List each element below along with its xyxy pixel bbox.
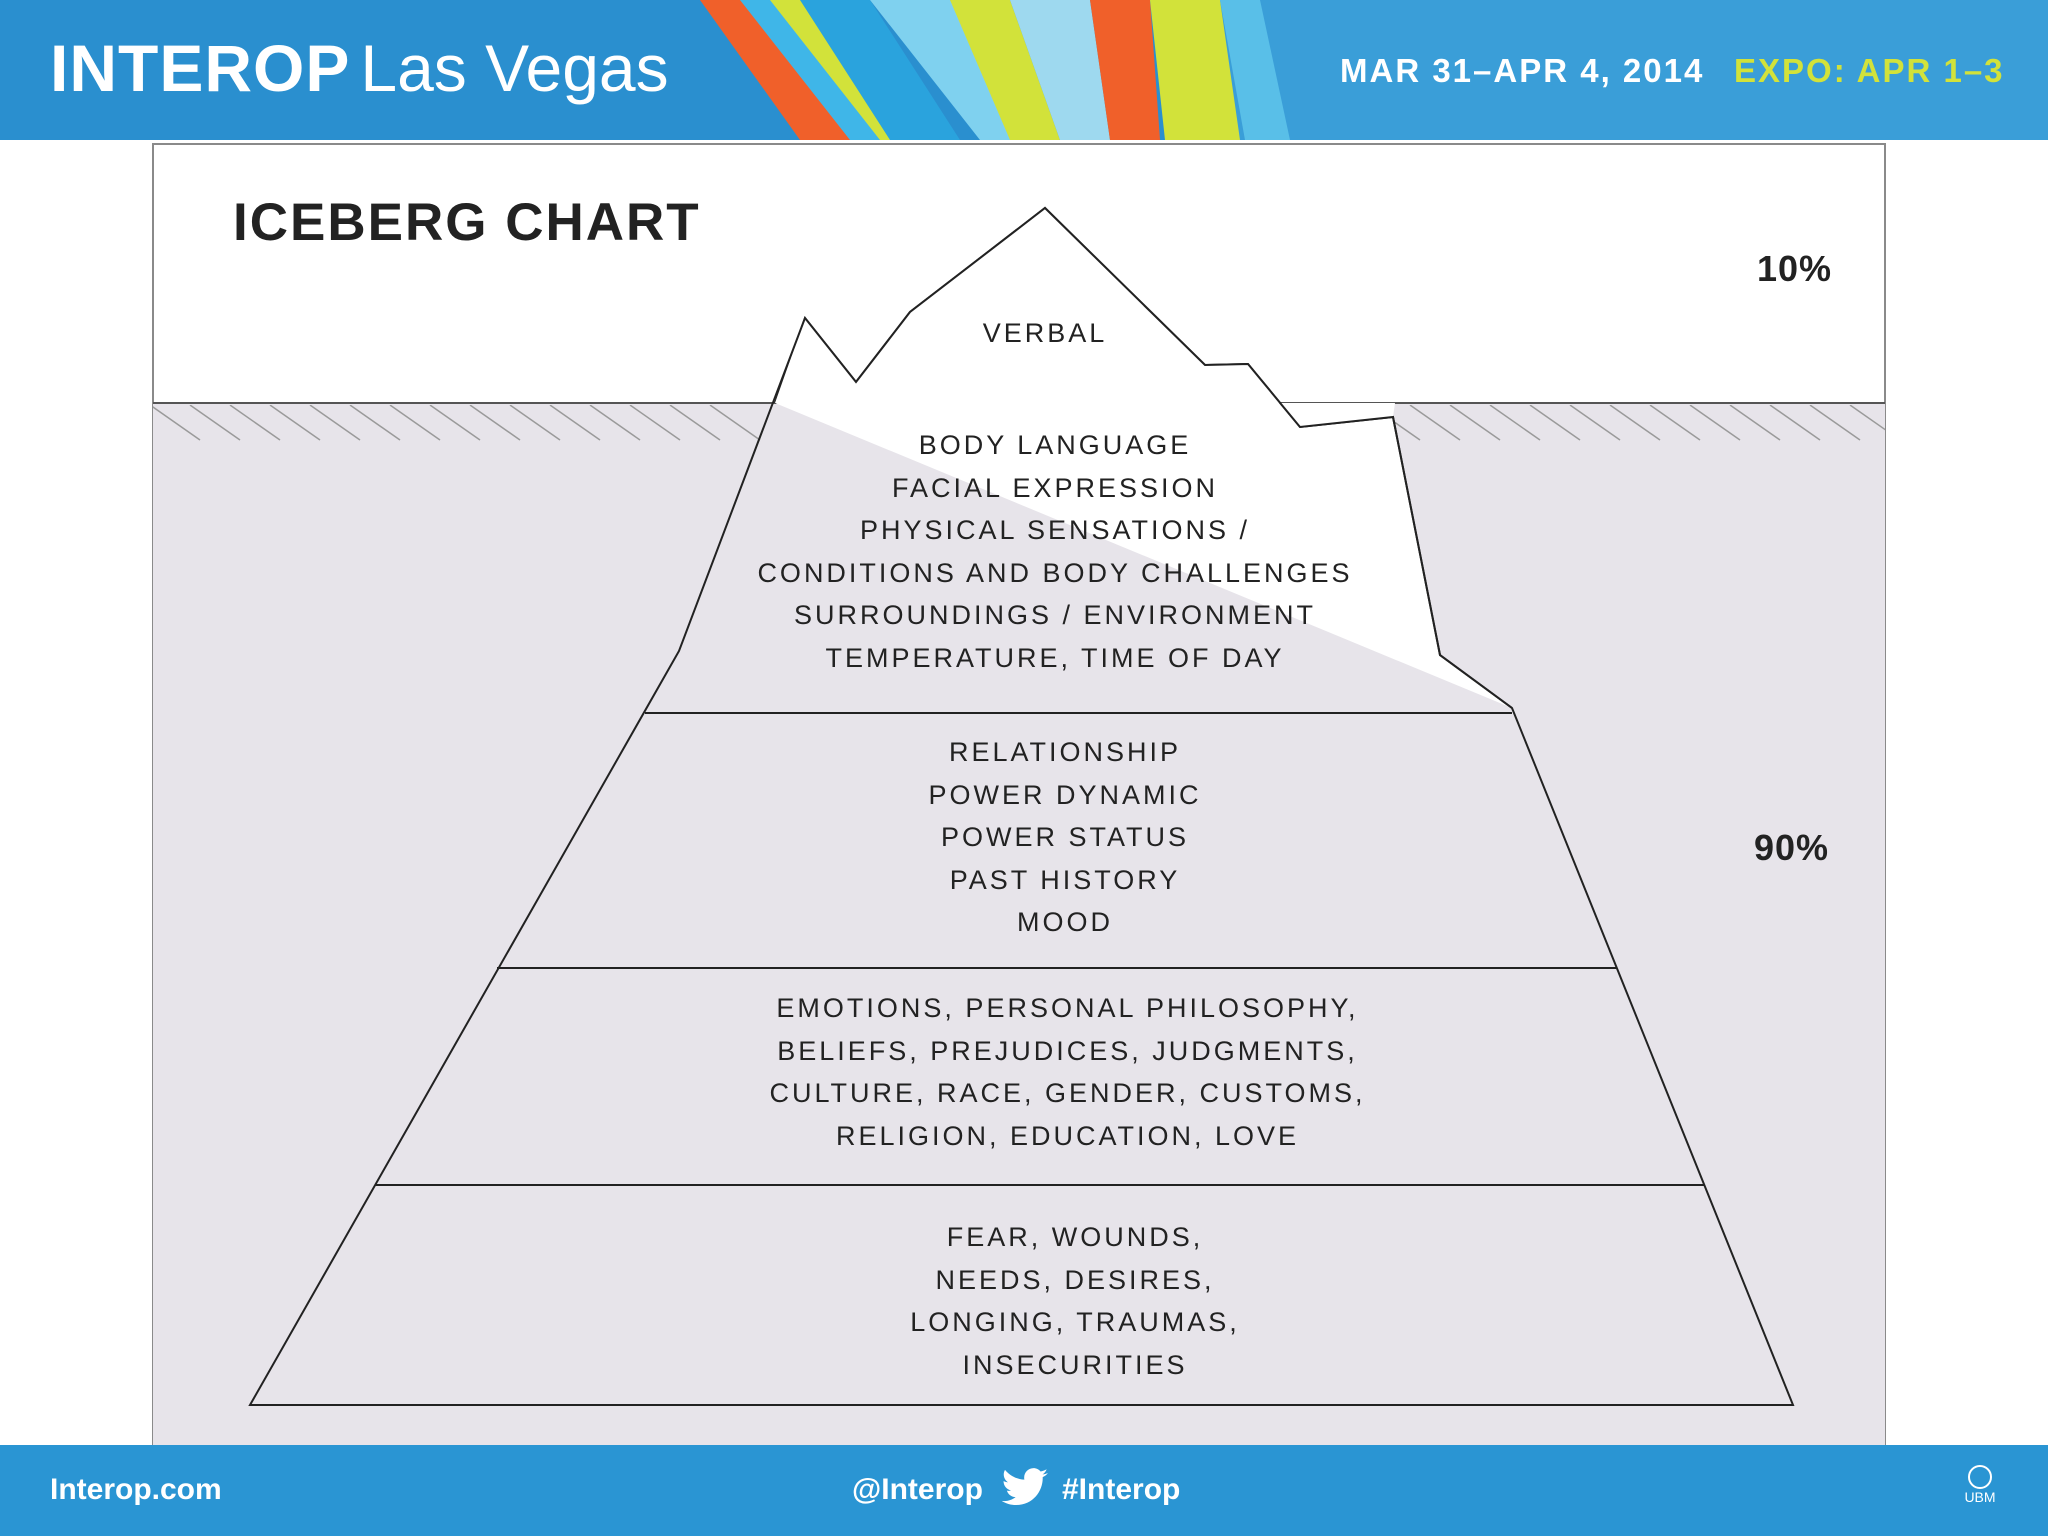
above-water-percent: 10% (1757, 248, 1833, 289)
layer-4-line: LONGING, TRAUMAS, (910, 1307, 1240, 1338)
layer-4-line: NEEDS, DESIRES, (935, 1264, 1215, 1295)
below-water-percent: 90% (1754, 827, 1830, 868)
brand-light: Las Vegas (360, 31, 669, 105)
event-dates: MAR 31–APR 4, 2014 (1340, 52, 1705, 89)
layer-3-line: CULTURE, RACE, GENDER, CUSTOMS, (769, 1078, 1366, 1109)
layer-1-text (700, 424, 1410, 680)
layer-3-line: EMOTIONS, PERSONAL PHILOSOPHY, (776, 993, 1359, 1023)
layer-4-text (835, 1216, 1315, 1386)
tip-label: VERBAL (982, 318, 1108, 348)
ubm-globe-icon (1968, 1465, 1992, 1489)
layer-1-line: FACIAL EXPRESSION (891, 472, 1219, 503)
layer-1-line: CONDITIONS AND BODY CHALLENGES (757, 557, 1353, 588)
layer-2-text (815, 731, 1315, 944)
twitter-hashtag[interactable]: #Interop (1062, 1473, 1181, 1506)
site-link[interactable]: Interop.com (50, 1473, 222, 1506)
layer-1-line: PHYSICAL SENSATIONS / (859, 515, 1251, 546)
ubm-logo-text: UBM (1964, 1489, 1996, 1505)
layer-4-line: FEAR, WOUNDS, (946, 1222, 1204, 1252)
layer-1-line: BODY LANGUAGE (918, 430, 1192, 460)
layer-2-line: POWER STATUS (940, 822, 1189, 853)
layer-2-line: POWER DYNAMIC (928, 779, 1202, 810)
chart-title: ICEBERG CHART (233, 193, 701, 252)
layer-2-line: MOOD (1017, 907, 1113, 938)
layer-3-text (700, 987, 1435, 1157)
expo-dates: EXPO: APR 1–3 (1734, 52, 2005, 89)
layer-1-line: TEMPERATURE, TIME OF DAY (825, 642, 1285, 673)
layer-1-line: SURROUNDINGS / ENVIRONMENT (793, 600, 1317, 631)
layer-3-line: RELIGION, EDUCATION, LOVE (835, 1120, 1300, 1151)
layer-2-line: PAST HISTORY (949, 864, 1181, 895)
twitter-handle[interactable]: @Interop (852, 1473, 983, 1506)
layer-4-line: INSECURITIES (962, 1349, 1188, 1380)
ubm-logo (1958, 1465, 2002, 1519)
layer-2-line: RELATIONSHIP (948, 737, 1182, 767)
layer-3-line: BELIEFS, PREJUDICES, JUDGMENTS, (777, 1035, 1358, 1066)
footer-bar (0, 1445, 2048, 1536)
twitter-icon (1000, 1467, 1050, 1511)
brand-bold: INTEROP (50, 31, 351, 105)
